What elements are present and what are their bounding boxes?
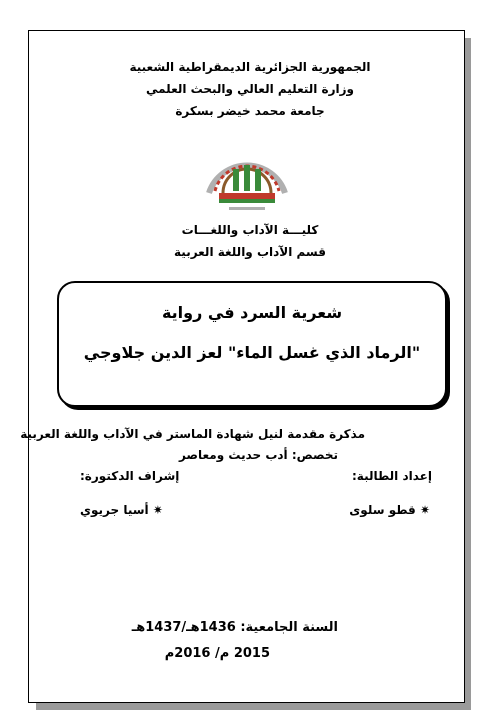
thesis-title-line-2: "الرماد الذي غسل الماء" لعز الدين جلاوجي [83,343,421,362]
republic-line: الجمهورية الجزائرية الديمقراطية الشعبية [129,60,371,74]
academic-year-gregorian: 2015 م/ 2016م [164,646,270,661]
page-shadow-bottom [36,703,471,710]
university-line: جامعة محمد خيضر بسكرة [175,104,325,118]
thesis-specialty: تخصص: أدب حديث ومعاصر [178,448,338,462]
page-shadow-right [465,38,471,710]
thesis-description: مذكرة مقدمة لنيل شهادة الماستر في الآداب واللغة العربية [20,427,365,441]
university-seal-icon [199,133,295,217]
thesis-title-line-1: شعرية السرد في رواية [161,303,343,322]
title-box [57,281,447,407]
department-name: قسم الآداب واللغة العربية [174,245,326,259]
faculty-name: كليـــة الآداب واللغـــات [181,223,319,237]
supervisor-label: إشراف الدكتورة: [80,469,180,483]
supervisor-name: ✷ أسيا جريوي [80,503,163,517]
student-label: إعداد الطالبة: [352,469,432,483]
academic-year-hijri: السنة الجامعية: 1436هـ/1437هـ [131,620,338,635]
ministry-line: وزارة التعليم العالي والبحث العلمي [145,82,355,96]
student-name: ✷ قطو سلوى [349,503,430,517]
